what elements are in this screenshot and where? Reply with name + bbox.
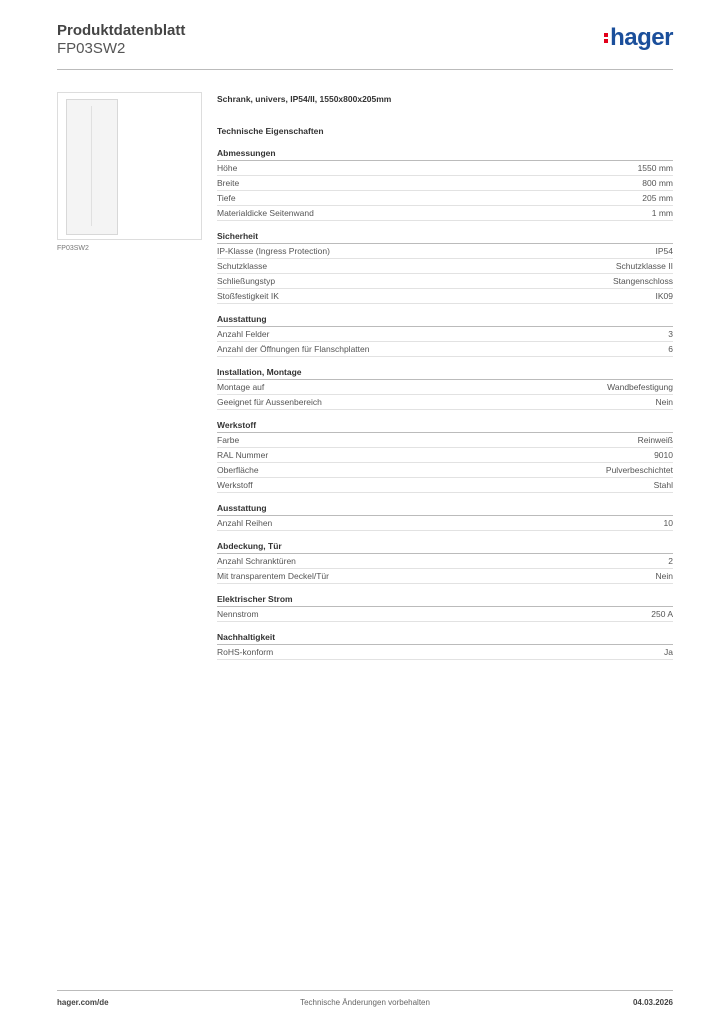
spec-label: Montage auf <box>217 382 265 392</box>
spec-value: 9010 <box>654 450 673 460</box>
spec-label: Höhe <box>217 163 238 173</box>
footer-divider <box>57 990 673 991</box>
product-image <box>57 92 202 240</box>
section-title: Elektrischer Strom <box>217 593 673 607</box>
spec-row <box>217 206 673 221</box>
spec-value: IK09 <box>655 291 673 301</box>
product-image-caption: FP03SW2 <box>57 245 89 252</box>
spec-value: 205 mm <box>642 193 673 203</box>
spec-section <box>217 147 673 221</box>
spec-row <box>217 380 673 395</box>
section-title: Ausstattung <box>217 313 673 327</box>
hager-logo[interactable] <box>604 26 673 50</box>
spec-label: Werkstoff <box>217 480 253 490</box>
spec-value: Nein <box>655 571 673 581</box>
spec-section <box>217 540 673 584</box>
spec-row <box>217 176 673 191</box>
spec-label: IP-Klasse (Ingress Protection) <box>217 246 330 256</box>
spec-section <box>217 419 673 493</box>
spec-row <box>217 433 673 448</box>
spec-row <box>217 478 673 493</box>
spec-label: Geeignet für Aussenbereich <box>217 397 322 407</box>
spec-row <box>217 395 673 410</box>
product-name: Schrank, univers, IP54/II, 1550x800x205mm <box>217 94 392 104</box>
spec-section <box>217 230 673 304</box>
spec-value: Nein <box>655 397 673 407</box>
spec-row <box>217 342 673 357</box>
spec-section <box>217 502 673 531</box>
section-title: Abdeckung, Tür <box>217 540 673 554</box>
spec-section <box>217 366 673 410</box>
spec-row <box>217 191 673 206</box>
spec-label: RAL Nummer <box>217 450 269 460</box>
spec-label: Anzahl der Öffnungen für Flanschplatten <box>217 344 370 354</box>
spec-label: RoHS-konform <box>217 647 274 657</box>
spec-value: Ja <box>664 647 673 657</box>
spec-label: Anzahl Felder <box>217 329 270 339</box>
header-divider <box>57 69 673 70</box>
spec-value: 1550 mm <box>637 163 673 173</box>
section-title: Werkstoff <box>217 419 673 433</box>
spec-value: 1 mm <box>651 208 673 218</box>
spec-value: Pulverbeschichtet <box>605 465 673 475</box>
spec-value: 6 <box>668 344 673 354</box>
spec-label: Oberfläche <box>217 465 259 475</box>
spec-value: 10 <box>663 518 673 528</box>
footer-note: Technische Änderungen vorbehalten <box>300 998 430 1007</box>
logo-text: hager <box>610 24 673 51</box>
section-title: Ausstattung <box>217 502 673 516</box>
cabinet-illustration <box>66 99 118 235</box>
spec-row <box>217 274 673 289</box>
spec-row <box>217 448 673 463</box>
spec-label: Mit transparentem Deckel/Tür <box>217 571 329 581</box>
spec-value: Reinweiß <box>637 435 673 445</box>
spec-value: Stangenschloss <box>612 276 673 286</box>
spec-row <box>217 327 673 342</box>
spec-row <box>217 554 673 569</box>
spec-section <box>217 631 673 660</box>
spec-label: Schutzklasse <box>217 261 268 271</box>
spec-label: Tiefe <box>217 193 236 203</box>
spec-section <box>217 313 673 357</box>
spec-label: Anzahl Schranktüren <box>217 556 296 566</box>
spec-label: Schließungstyp <box>217 276 276 286</box>
spec-label: Breite <box>217 178 240 188</box>
spec-row <box>217 161 673 176</box>
spec-label: Materialdicke Seitenwand <box>217 208 314 218</box>
spec-sections <box>217 147 673 660</box>
spec-row <box>217 463 673 478</box>
spec-row <box>217 607 673 622</box>
spec-row <box>217 516 673 531</box>
logo-dots-icon <box>604 32 608 44</box>
spec-value: Stahl <box>653 480 673 490</box>
section-title: Nachhaltigkeit <box>217 631 673 645</box>
spec-value: IP54 <box>655 246 673 256</box>
spec-label: Anzahl Reihen <box>217 518 273 528</box>
technical-properties-heading: Technische Eigenschaften <box>217 126 324 136</box>
spec-row <box>217 569 673 584</box>
spec-value: 3 <box>668 329 673 339</box>
section-title: Installation, Montage <box>217 366 673 380</box>
section-title: Sicherheit <box>217 230 673 244</box>
footer-website-link[interactable]: hager.com/de <box>57 998 109 1007</box>
spec-row <box>217 259 673 274</box>
spec-row <box>217 289 673 304</box>
section-title: Abmessungen <box>217 147 673 161</box>
spec-value: 250 A <box>651 609 673 619</box>
spec-content <box>217 92 673 669</box>
page-header <box>57 22 673 68</box>
spec-row <box>217 645 673 660</box>
spec-value: Schutzklasse II <box>615 261 673 271</box>
spec-value: Wandbefestigung <box>607 382 673 392</box>
spec-label: Stoßfestigkeit IK <box>217 291 279 301</box>
product-code: FP03SW2 <box>57 40 126 57</box>
spec-label: Nennstrom <box>217 609 259 619</box>
footer-date: 04.03.2026 <box>632 998 673 1007</box>
spec-label: Farbe <box>217 435 240 445</box>
spec-row <box>217 244 673 259</box>
document-title: Produktdatenblatt <box>57 22 186 39</box>
spec-section <box>217 593 673 622</box>
spec-value: 2 <box>668 556 673 566</box>
spec-value: 800 mm <box>642 178 673 188</box>
